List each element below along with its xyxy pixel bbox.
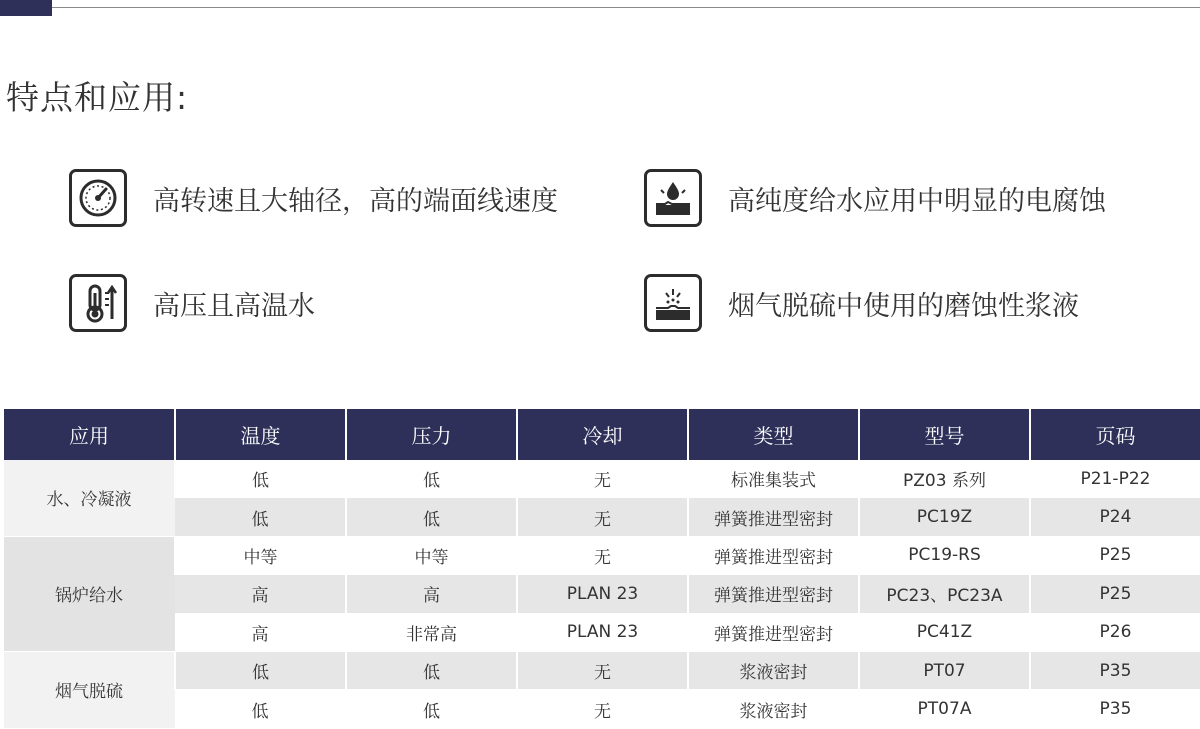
abrasive-slurry-icon <box>644 274 702 332</box>
temperature-cell: 低 <box>175 498 346 536</box>
type-cell: 弹簧推进型密封 <box>688 575 859 613</box>
model-cell: PC41Z <box>859 613 1030 651</box>
top-divider-line <box>52 7 1200 8</box>
pressure-cell: 低 <box>346 498 517 536</box>
type-cell: 浆液密封 <box>688 690 859 728</box>
temperature-cell: 高 <box>175 613 346 651</box>
page-cell: P35 <box>1030 690 1200 728</box>
page-cell: P25 <box>1030 536 1200 574</box>
column-header-pressure: 压力 <box>346 409 517 460</box>
temperature-cell: 高 <box>175 575 346 613</box>
application-cell: 水、冷凝液 <box>4 460 175 536</box>
pressure-cell: 中等 <box>346 536 517 574</box>
column-header-model: 型号 <box>859 409 1030 460</box>
thermometer-icon <box>69 274 127 332</box>
page-cell: P21-P22 <box>1030 460 1200 498</box>
cooling-cell: PLAN 23 <box>517 575 688 613</box>
top-accent-bar <box>0 0 52 16</box>
pressure-cell: 低 <box>346 460 517 498</box>
model-cell: PC19-RS <box>859 536 1030 574</box>
application-cell: 烟气脱硫 <box>4 651 175 728</box>
model-cell: PZ03 系列 <box>859 460 1030 498</box>
type-cell: 浆液密封 <box>688 651 859 689</box>
table-row <box>4 536 1200 574</box>
water-drop-corrosion-icon <box>644 169 702 227</box>
feature-item-corrosion <box>644 169 1106 227</box>
table-row <box>4 460 1200 498</box>
table-row <box>4 575 1200 613</box>
page-cell: P35 <box>1030 651 1200 689</box>
temperature-cell: 中等 <box>175 536 346 574</box>
cooling-cell: 无 <box>517 460 688 498</box>
model-cell: PT07 <box>859 651 1030 689</box>
pressure-cell: 低 <box>346 651 517 689</box>
speedometer-icon <box>69 169 127 227</box>
cooling-cell: 无 <box>517 651 688 689</box>
page-cell: P24 <box>1030 498 1200 536</box>
temperature-cell: 低 <box>175 651 346 689</box>
table-row <box>4 690 1200 728</box>
column-header-temperature: 温度 <box>175 409 346 460</box>
feature-item-slurry <box>644 274 1079 332</box>
temperature-cell: 低 <box>175 460 346 498</box>
pressure-cell: 高 <box>346 575 517 613</box>
page-cell: P26 <box>1030 613 1200 651</box>
model-cell: PC19Z <box>859 498 1030 536</box>
cooling-cell: 无 <box>517 536 688 574</box>
feature-text: 高压且高温水 <box>153 290 315 322</box>
page-cell: P25 <box>1030 575 1200 613</box>
column-header-page: 页码 <box>1030 409 1200 460</box>
cooling-cell: 无 <box>517 690 688 728</box>
feature-text: 烟气脱硫中使用的磨蚀性浆液 <box>728 290 1079 322</box>
feature-text: 高转速且大轴径，高的端面线速度 <box>153 185 558 217</box>
type-cell: 弹簧推进型密封 <box>688 498 859 536</box>
column-header-application: 应用 <box>4 409 175 460</box>
feature-item-speed <box>69 169 558 227</box>
table-header-row <box>4 409 1200 460</box>
model-cell: PT07A <box>859 690 1030 728</box>
feature-text: 高纯度给水应用中明显的电腐蚀 <box>728 185 1106 217</box>
table-row <box>4 651 1200 689</box>
application-spec-table <box>4 409 1200 729</box>
feature-item-temperature <box>69 274 315 332</box>
model-cell: PC23、PC23A <box>859 575 1030 613</box>
pressure-cell: 低 <box>346 690 517 728</box>
application-cell: 锅炉给水 <box>4 536 175 651</box>
type-cell: 弹簧推进型密封 <box>688 613 859 651</box>
cooling-cell: PLAN 23 <box>517 613 688 651</box>
type-cell: 弹簧推进型密封 <box>688 536 859 574</box>
cooling-cell: 无 <box>517 498 688 536</box>
section-heading: 特点和应用: <box>6 78 189 117</box>
temperature-cell: 低 <box>175 690 346 728</box>
type-cell: 标准集装式 <box>688 460 859 498</box>
pressure-cell: 非常高 <box>346 613 517 651</box>
column-header-type: 类型 <box>688 409 859 460</box>
table-row <box>4 613 1200 651</box>
table-row <box>4 498 1200 536</box>
column-header-cooling: 冷却 <box>517 409 688 460</box>
